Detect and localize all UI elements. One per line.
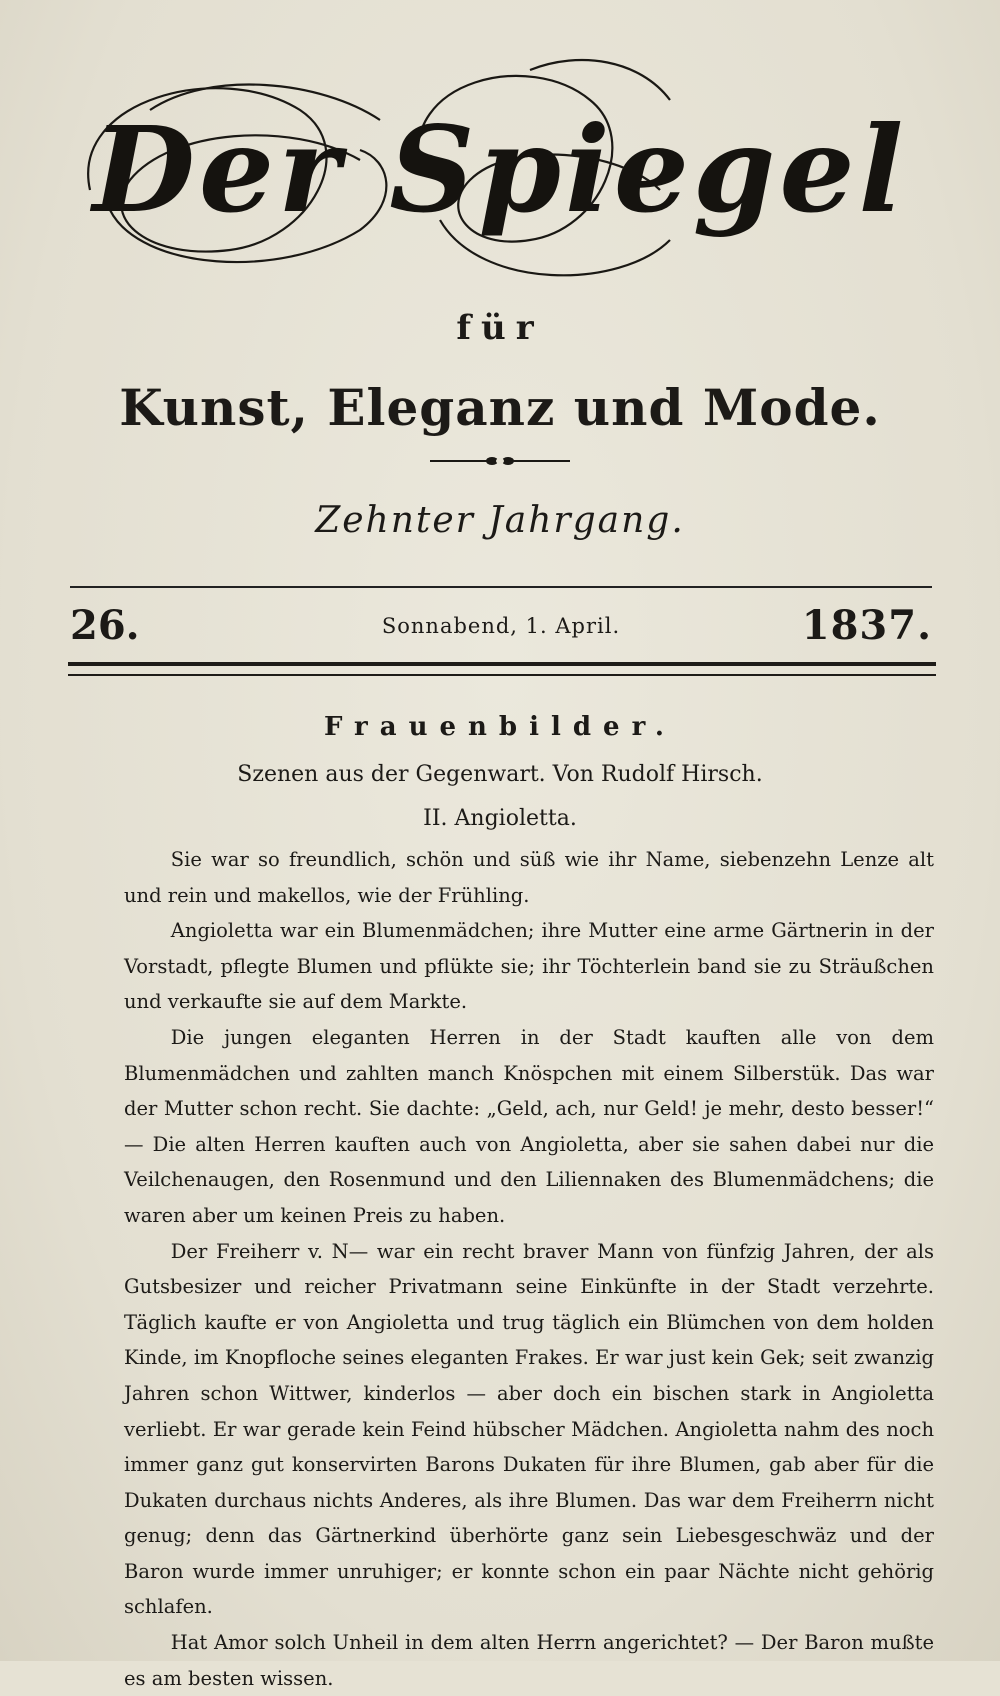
rule-top	[70, 586, 932, 588]
volume-line: Zehnter Jahrgang.	[315, 500, 685, 541]
rule-double	[68, 662, 936, 676]
issue-date: Sonnabend, 1. April.	[381, 614, 621, 638]
paragraph: Angioletta war ein Blumenmädchen; ihre Mutter eine arme Gärtnerin in der Vorstadt, pflegte Blumen und pflükte sie; ihr Töchterlein band sie zu Sträußchen und verkaufte sie auf dem Markte.	[124, 919, 934, 1014]
ornament-divider	[430, 454, 570, 468]
masthead-subtitle: Kunst, Eleganz und Mode.	[119, 378, 881, 437]
paragraph: Der Freiherr v. N— war ein recht braver Mann von fünfzig Jahren, der als Gutsbesizer und reicher Privatmann seine Einkünfte in der Stadt verzehrte. Täglich kaufte er von Angioletta und trug täglich ein Blümchen von dem holden Kinde, im Knopfloche seines eleganten Frakes. Er war just kein Gek; seit zwanzig Jahren schon Wittwer, kinderlos — aber doch ein bischen stark in Angioletta verliebt. Er war gerade kein Feind hübscher Mädchen. Angioletta nahm des noch immer ganz gut konservirten Barons Dukaten für ihre Blumen, gab aber für die Dukaten durchaus nichts Anderes, als ihre Blumen. Das war dem Freiherrn nicht genug; denn das Gärtnerkind überhörte ganz sein Liebesgeschwäz und der Baron wurde immer unruhiger; er konnte schon ein paar Nächte nicht gehörig schlafen.	[124, 1239, 934, 1619]
article-body	[124, 842, 934, 1696]
issue-row	[70, 602, 932, 652]
paragraph: Die jungen eleganten Herren in der Stadt kauften alle von dem Blumenmädchen und zahlten manch Knöspchen mit einem Silberstük. Das war der Mutter schon recht. Sie dachte: „Geld, ach, nur Geld! je mehr, desto besser!“ — Die alten Herren kauften auch von Angioletta, aber sie sahen dabei nur die Veilchenaugen, den Rosenmund und den Liliennaken des Blumenmädchens; die waren aber um keinen Preis zu haben.	[124, 1025, 934, 1227]
masthead	[60, 40, 940, 300]
article-part: II. Angioletta.	[423, 806, 577, 831]
masthead-fuer: für	[456, 308, 544, 348]
issue-number: 26.	[70, 602, 140, 649]
paragraph: Hat Amor solch Unheil in dem alten Herrn angerichtet? — Der Baron mußte es am besten wissen.	[124, 1631, 934, 1690]
article-title: Frauenbilder.	[324, 712, 676, 742]
paragraph: Sie war so freundlich, schön und süß wie ihr Name, siebenzehn Lenze alt und rein und makellos, wie der Frühling.	[124, 848, 934, 907]
masthead-title: Der Spiegel	[92, 100, 908, 239]
article-subtitle: Szenen aus der Gegenwart. Von Rudolf Hirsch.	[237, 762, 763, 787]
issue-year: 1837.	[801, 602, 932, 649]
